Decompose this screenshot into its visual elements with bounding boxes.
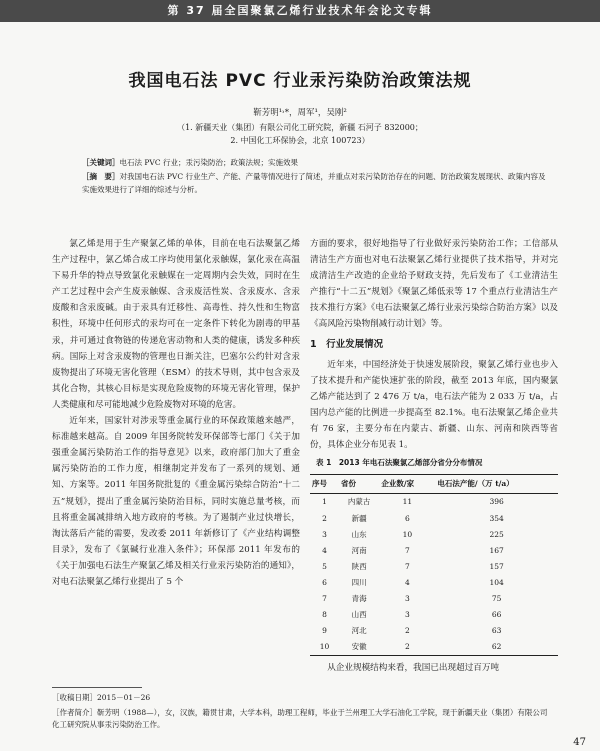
- body-paragraph: 从企业规模结构来看，我国已出现超过百万吨: [327, 663, 500, 674]
- authors: 靳芳明¹˒*，周军¹，吴刚²: [253, 108, 347, 118]
- table-cell: 10: [310, 639, 339, 656]
- table-cell: 225: [489, 529, 504, 539]
- table-cell: 62: [435, 639, 558, 656]
- table-header: 企业数/家: [379, 475, 435, 494]
- table-cell: 396: [489, 497, 504, 507]
- table-cell: 新疆: [351, 513, 367, 523]
- table-cell: 157: [489, 561, 504, 571]
- section-heading: 1 行业发展情况: [310, 338, 384, 350]
- body-paragraph: 近年来，国家针对涉汞等重金属行业的环保政策越来越严，标准越来越高。自 2009 年国务院转发环保部等七部门《关于加强重金属污染防治工作的指导意见》以来，政府部门加大了重金属污染防治的工作力度，相继制定并发布了一系列的规划、通知、方案等。2011 年国务院批复的《重金属污染综合防治“十二五”规划》，提出了重金属污染防治目标，同时实施总量考核，而且将重金属减排纳入地方政府的考核。为了遏制产业过快增长，淘汰落后产能的需要，发改委 2011 年新修订了《产业结构调整目录》，发布了《氯碱行业准入条件》；环保部 2011 年发布的《关于加强电石法生产聚氯乙烯及相关行业汞污染防治的通知》，对电石法聚氯乙烯行业提出了 5 个: [52, 416, 300, 587]
- table-cell: 9: [322, 626, 327, 636]
- table-cell: 2: [404, 626, 410, 636]
- journal-header: 第 37 届全国聚氯乙烯行业技术年会论文专辑: [0, 0, 600, 22]
- keywords-text: 电石法 PVC 行业；汞污染防治；政策法规；实施效果: [119, 158, 298, 167]
- table-row: [310, 543, 558, 559]
- article-title: 我国电石法 PVC 行业汞污染防治政策法规: [128, 71, 472, 91]
- body-paragraph: 近年来，中国经济处于快速发展阶段，聚氯乙烯行业也步入了技术提升和产能快速扩张的阶段，截至 2013 年底，国内聚氯乙烯产能达到了 2 476 万 t/a，电石法产能为 2 033 万 t/a，占国内总产能的比例进一步提高至 82.1%。电石法聚氯乙烯企业共有 76 家，主要分布在内蒙古、新疆、山东、河南和陕西等省份，具体企业分布见表 1。: [310, 359, 558, 451]
- keywords: [82, 156, 552, 169]
- table-cell: 2: [379, 639, 435, 656]
- table-cell: 354: [489, 513, 504, 523]
- table-cell: 11: [402, 497, 413, 507]
- table-header: 序号: [310, 475, 339, 494]
- table-cell: 安徽: [339, 639, 379, 656]
- table-cell: 8: [322, 610, 327, 620]
- table-row: [310, 639, 558, 656]
- table-cell: 75: [491, 593, 502, 603]
- table-cell: 104: [489, 577, 504, 587]
- table-row: [310, 607, 558, 623]
- footnote-rule: [52, 687, 142, 688]
- affiliation-1: （1. 新疆天业（集团）有限公司化工研究院，新疆 石河子 832000；: [177, 123, 423, 132]
- table-cell: 3: [322, 529, 327, 539]
- table-row: [310, 559, 558, 575]
- table-row: [310, 591, 558, 607]
- table-cell: 山东: [351, 529, 367, 539]
- table-cell: 2: [322, 513, 327, 523]
- table-cell: 4: [404, 577, 410, 587]
- right-column: [310, 236, 558, 676]
- table-cell: 山西: [351, 610, 367, 620]
- author-bio: ［作者简介］靳芳明（1988—），女，汉族，籍贯甘肃，大学本科，助理工程师，毕业于兰州理工大学石油化工学院，现于新疆天业（集团）有限公司化工研究院从事汞污染防治工作。: [52, 708, 548, 729]
- left-column: [52, 236, 300, 590]
- table-cell: 四川: [351, 577, 367, 587]
- table-cell: 3: [404, 610, 410, 620]
- abstract: [82, 170, 552, 196]
- table-cell: 内蒙古: [347, 497, 371, 507]
- table-cell: 63: [491, 626, 502, 636]
- table-cell: 3: [404, 593, 410, 603]
- table-cell: 6: [322, 577, 327, 587]
- table-cell: 7: [322, 593, 327, 603]
- table-row: [310, 527, 558, 543]
- table-header-row: [310, 475, 558, 494]
- body-paragraph: 氯乙烯是用于生产聚氯乙烯的单体，目前在电石法聚氯乙烯生产过程中，氯乙烯合成工序均使用氯化汞触媒，氯化汞在高温下易升华的特点导致氯化汞触媒在一定周期内会失效，同时在生产工艺过程中会产生废汞触媒、含汞废活性炭、含汞废水、含汞废酸和含汞废碱。由于汞具有迁移性、高毒性、持久性和生物富积性，环境中任何形式的汞均可在一定条件下转化为剧毒的甲基汞，并可通过食物链的传递危害动物和人类的健康，诱发多种疾病。国际上对含汞废物的管理也日渐关注，巴塞尔公约针对含汞废物提出了环境无害化管理（ESM）的技术导则，其中包含汞及其化合物，其核心目标是实现危险废物的环境无害化管理，保护人类健康和尽可能地减少危险废物对环境的危害。: [52, 239, 300, 410]
- page-number: 47: [573, 737, 586, 748]
- table-cell: 10: [402, 529, 413, 539]
- table-row: [310, 575, 558, 591]
- table-cell: 1: [322, 497, 327, 507]
- table-header: 省份: [339, 475, 379, 494]
- table-cell: 4: [322, 545, 327, 555]
- table-cell: 陕西: [351, 561, 367, 571]
- table-cell: 7: [404, 561, 410, 571]
- table-cell: 6: [404, 513, 410, 523]
- affiliation-2: 2. 中国化工环保协会，北京 100723）: [230, 136, 370, 145]
- province-table: [310, 474, 558, 656]
- table-cell: 河北: [351, 626, 367, 636]
- received-date: ［收稿日期］2015－01－26: [52, 693, 151, 702]
- table-row: [310, 511, 558, 527]
- table-row: [310, 494, 558, 511]
- table-row: [310, 623, 558, 639]
- abstract-text: 对我国电石法 PVC 行业生产、产能、产量等情况进行了简述，并重点对汞污染防治存在的问题、防治政策发展现状、政策内容及实施效果进行了详细的综述与分析。: [82, 172, 546, 194]
- table-header: 电石法产能/（万 t/a）: [435, 475, 558, 494]
- table-cell: 167: [489, 545, 504, 555]
- table-cell: 7: [404, 545, 410, 555]
- table-cell: 河南: [351, 545, 367, 555]
- abstract-label: ［摘 要］: [82, 172, 120, 181]
- table-cell: 青海: [351, 593, 367, 603]
- table-cell: 66: [491, 610, 502, 620]
- keywords-label: ［关键词］: [82, 158, 120, 167]
- table-caption: 表 1 2013 年电石法聚氯乙烯部分省分分布情况: [316, 458, 483, 468]
- body-paragraph: 方面的要求，很好地指导了行业做好汞污染防治工作；工信部从清洁生产方面也对电石法聚氯乙烯行业提供了技术指导，并对完成清洁生产改造的企业给予财政支持，先后发布了《工业清洁生产推行“十二五”规划》《聚氯乙烯低汞等 17 个重点行业清洁生产技术推行方案》《电石法聚氯乙烯行业汞污染综合防治方案》以及《高风险污染物削减行动计划》等。: [310, 239, 558, 330]
- table-cell: 5: [322, 561, 327, 571]
